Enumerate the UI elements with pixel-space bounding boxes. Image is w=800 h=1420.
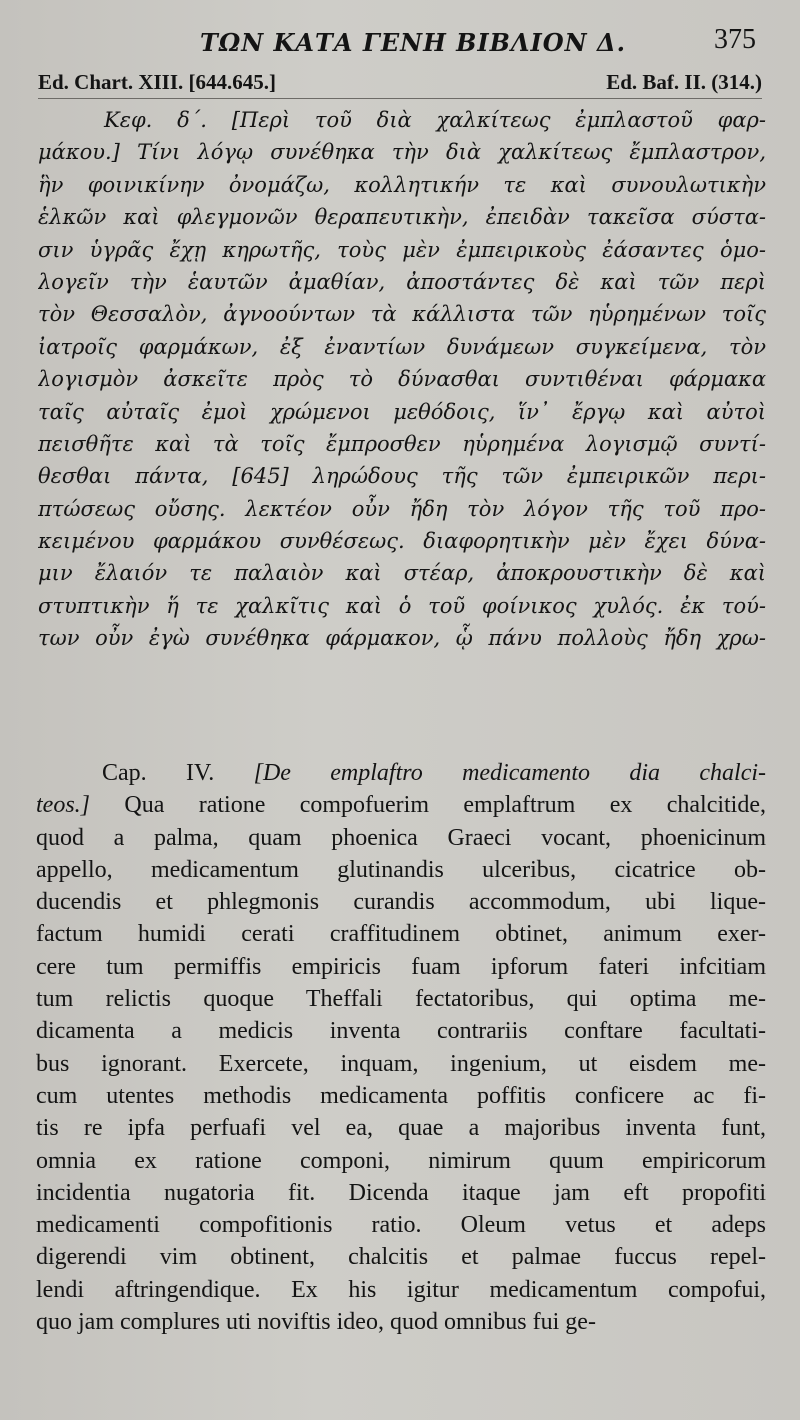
latin-line: tum relictis quoque Theffali fectatoribus, qui optima me- bbox=[36, 986, 766, 1013]
latin-line: dicamenta a medicis inventa contrariis conftare facultati- bbox=[36, 1018, 766, 1045]
page-number: 375 bbox=[714, 24, 756, 55]
running-title: ΤΩΝ ΚΑΤΑ ΓΕΝΗ ΒΙΒΛΙΟΝ Δ. bbox=[200, 28, 626, 57]
chapter-title-italic-end: teos.] bbox=[36, 792, 90, 819]
greek-line: θεσθαι πάντα, [645] ληρώδους τῆς τῶν ἐμπειρικῶν περι- bbox=[38, 464, 766, 489]
greek-line: λογεῖν τὴν ἑαυτῶν ἀμαθίαν, ἀποστάντες δὲ καὶ τῶν περὶ bbox=[38, 269, 766, 294]
chapter-label: Cap. IV. bbox=[102, 760, 215, 786]
edition-chart-reference: Ed. Chart. XIII. [644.645.] bbox=[38, 70, 277, 94]
latin-first-line-text: Qua ratione compofuerim emplaftrum ex chalcitide, bbox=[124, 792, 766, 819]
greek-text-block bbox=[38, 104, 766, 655]
greek-line: πεισθῆτε καὶ τὰ τοῖς ἔμπροσθεν ηὑρημένα λογισμῷ συντί- bbox=[38, 431, 766, 456]
latin-text-block bbox=[36, 757, 766, 1338]
latin-line: cum utentes methodis medicamenta poffitis conficere ac fi- bbox=[36, 1082, 766, 1109]
greek-line: Κεφ. δ΄. [Περὶ τοῦ διὰ χαλκίτεως ἐμπλαστοῦ φαρ- bbox=[104, 108, 766, 132]
greek-line: ταῖς αὐταῖς ἐμοὶ χρώμενοι μεθόδοις, ἵν᾽ ἔργῳ καὶ αὐτοὶ bbox=[38, 399, 766, 424]
latin-line: ducendis et phlegmonis curandis accommodum, ubi lique- bbox=[36, 889, 766, 916]
latin-line: digerendi vim obtinent, chalcitis et palmae fuccus repel- bbox=[36, 1244, 766, 1271]
latin-line: factum humidi cerati craffitudinem obtinet, animum exer- bbox=[36, 921, 766, 948]
greek-line: των οὖν ἐγὼ συνέθηκα φάρμακον, ᾧ πάνυ πολλοὺς ἤδη χρω- bbox=[38, 626, 766, 651]
latin-line bbox=[36, 789, 766, 821]
greek-line: μιν ἔλαιόν τε παλαιὸν καὶ στέαρ, ἀποκρουστικὴν δὲ καὶ bbox=[38, 561, 766, 586]
greek-line: πτώσεως οὔσης. λεκτέον οὖν ἤδη τὸν λόγον τῆς τοῦ προ- bbox=[38, 496, 766, 521]
latin-chapter-heading-line bbox=[36, 757, 766, 789]
latin-line: appello, medicamentum glutinandis ulceribus, cicatrice ob- bbox=[36, 856, 766, 883]
edition-basel-reference: Ed. Baf. II. (314.) bbox=[606, 70, 762, 94]
chapter-title-italic: [De emplaftro medicamento dia chalci- bbox=[253, 760, 766, 786]
latin-line: bus ignorant. Exercete, inquam, ingenium, ut eisdem me- bbox=[36, 1050, 766, 1077]
greek-line: τὸν Θεσσαλὸν, ἀγνοούντων τὰ κάλλιστα τῶν ηὑρημένων τοῖς bbox=[38, 302, 766, 327]
header-rule bbox=[38, 98, 762, 99]
greek-line: ἣν φοινικίνην ὀνομάζω, κολλητικήν τε καὶ συνουλωτικὴν bbox=[38, 172, 766, 197]
greek-line: κειμένου φαρμάκου συνθέσεως. διαφορητικὴν μὲν ἔχει δύνα- bbox=[38, 529, 766, 554]
running-head bbox=[0, 24, 800, 64]
latin-line: quod a palma, quam phoenica Graeci vocant, phoenicinum bbox=[36, 824, 766, 851]
latin-line: cere tum permiffis empiricis fuam ipforum fateri infcitiam bbox=[36, 953, 766, 980]
latin-line: lendi aftringendique. Ex his igitur medicamentum compofui, bbox=[36, 1276, 766, 1303]
greek-line: λογισμὸν ἀσκεῖτε πρὸς τὸ δύνασθαι συντιθέναι φάρμακα bbox=[38, 367, 766, 392]
greek-line: ἰατροῖς φαρμάκων, ἐξ ἐναντίων δυνάμεων συγκείμενα, τὸν bbox=[38, 334, 766, 359]
latin-line: quo jam complures uti noviftis ideo, quod omnibus fui ge- bbox=[36, 1309, 596, 1336]
latin-line: tis re ipfa perfuafi vel ea, quae a majoribus inventa funt, bbox=[36, 1115, 766, 1142]
greek-line: σιν ὑγρᾶς ἔχῃ κηρωτῆς, τοὺς μὲν ἐμπειρικοὺς ἐάσαντες ὁμο- bbox=[38, 237, 766, 262]
latin-line: incidentia nugatoria fit. Dicenda itaque jam eft propofiti bbox=[36, 1179, 766, 1206]
greek-line: στυπτικὴν ἥ τε χαλκῖτις καὶ ὁ τοῦ φοίνικος χυλός. ἐκ τού- bbox=[38, 593, 766, 618]
latin-line: medicamenti compofitionis ratio. Oleum vetus et adeps bbox=[36, 1212, 766, 1239]
latin-line: omnia ex ratione componi, nimirum quum empiricorum bbox=[36, 1147, 766, 1174]
greek-line: μάκου.] Τίνι λόγῳ συνέθηκα τὴν διὰ χαλκίτεως ἔμπλαστρον, bbox=[38, 140, 766, 165]
greek-line: ἑλκῶν καὶ φλεγμονῶν θεραπευτικὴν, ἐπειδὰν τακεῖσα σύστα- bbox=[38, 205, 766, 230]
